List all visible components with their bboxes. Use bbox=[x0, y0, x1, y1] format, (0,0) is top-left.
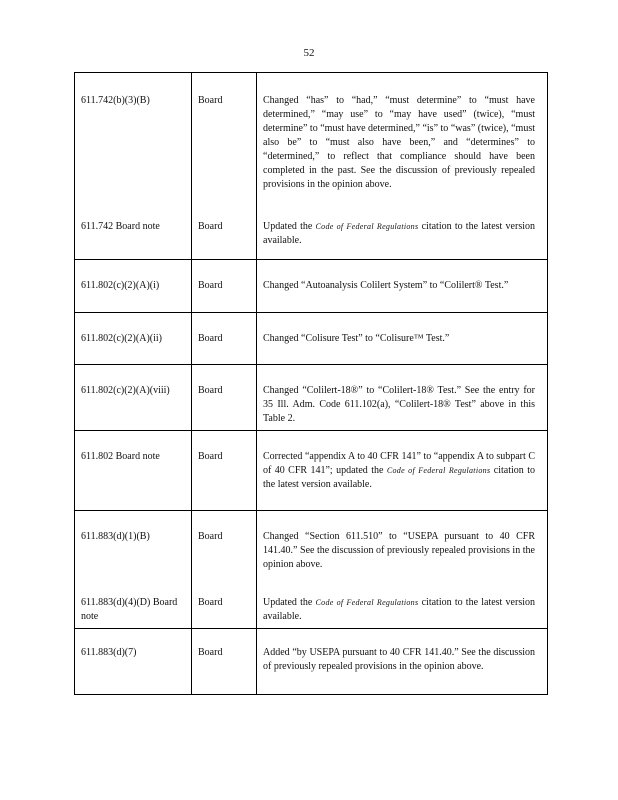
source-cell: Board bbox=[198, 221, 223, 232]
amendments-table bbox=[74, 72, 548, 695]
source-cell: Board bbox=[198, 280, 223, 291]
section-cell: 611.742 Board note bbox=[81, 221, 160, 232]
source-cell: Board bbox=[198, 95, 223, 106]
section-cell: 611.883(d)(1)(B) bbox=[81, 531, 150, 542]
page-number: 52 bbox=[303, 47, 315, 59]
action-cell: Corrected “appendix A to 40 CFR 141” to “appendix A to subpart C of 40 CFR 141”; updated the Code of Federal Regulations citation to the latest version available. bbox=[263, 451, 535, 490]
table-row bbox=[75, 313, 548, 365]
citation-title: Code of Federal Regulations bbox=[315, 222, 419, 231]
source-cell: Board bbox=[198, 531, 223, 542]
section-cell: 611.802(c)(2)(A)(i) bbox=[81, 280, 160, 291]
section-cell: 611.802(c)(2)(A)(viii) bbox=[81, 385, 170, 396]
action-cell: Updated the Code of Federal Regulations citation to the latest version available. bbox=[263, 597, 535, 622]
table-row bbox=[75, 629, 548, 695]
table-row bbox=[75, 431, 548, 511]
source-cell: Board bbox=[198, 333, 223, 344]
action-cell: Changed “Section 611.510” to “USEPA pursuant to 40 CFR 141.40.” See the discussion of previously repealed provisions in the opinion above. bbox=[263, 531, 535, 570]
source-cell: Board bbox=[198, 451, 223, 462]
citation-title: Code of Federal Regulations bbox=[315, 598, 419, 607]
table-row bbox=[75, 511, 548, 629]
action-cell: Changed “has” to “had,” “must determine” to “must have determined,” “may use” to “may have used” (twice), “must determine” to “must have determined,” “is” to “was” (twice), “must also be” to “must also have been,” and “determines” to “determined,” to reflect that compliance should have been completed in the past. See the discussion of previously repealed provisions in the opinion above. bbox=[263, 95, 535, 190]
action-cell: Changed “Autoanalysis Colilert System” to “Colilert® Test.” bbox=[263, 280, 509, 291]
citation-title: Code of Federal Regulations bbox=[386, 466, 491, 475]
section-cell: 611.883(d)(7) bbox=[81, 647, 137, 658]
table-row bbox=[75, 73, 548, 260]
source-cell: Board bbox=[198, 597, 223, 608]
action-cell: Updated the Code of Federal Regulations citation to the latest version available. bbox=[263, 221, 535, 246]
table-row bbox=[75, 365, 548, 431]
section-cell: 611.742(b)(3)(B) bbox=[81, 95, 150, 106]
action-cell: Added “by USEPA pursuant to 40 CFR 141.40.” See the discussion of previously repealed provisions in the opinion above. bbox=[263, 647, 535, 672]
source-cell: Board bbox=[198, 385, 223, 396]
action-cell: Changed “Colisure Test” to “Colisure™ Test.” bbox=[263, 333, 450, 344]
section-cell: 611.802 Board note bbox=[81, 451, 160, 462]
action-cell: Changed “Colilert-18®” to “Colilert-18® Test.” See the entry for 35 Ill. Adm. Code 611.102(a), “Colilert-18® Test” above in this Table 2. bbox=[263, 385, 535, 424]
source-cell: Board bbox=[198, 647, 223, 658]
section-cell: 611.802(c)(2)(A)(ii) bbox=[81, 333, 162, 344]
table-row bbox=[75, 260, 548, 313]
section-cell: 611.883(d)(4)(D) Board note bbox=[81, 597, 178, 622]
